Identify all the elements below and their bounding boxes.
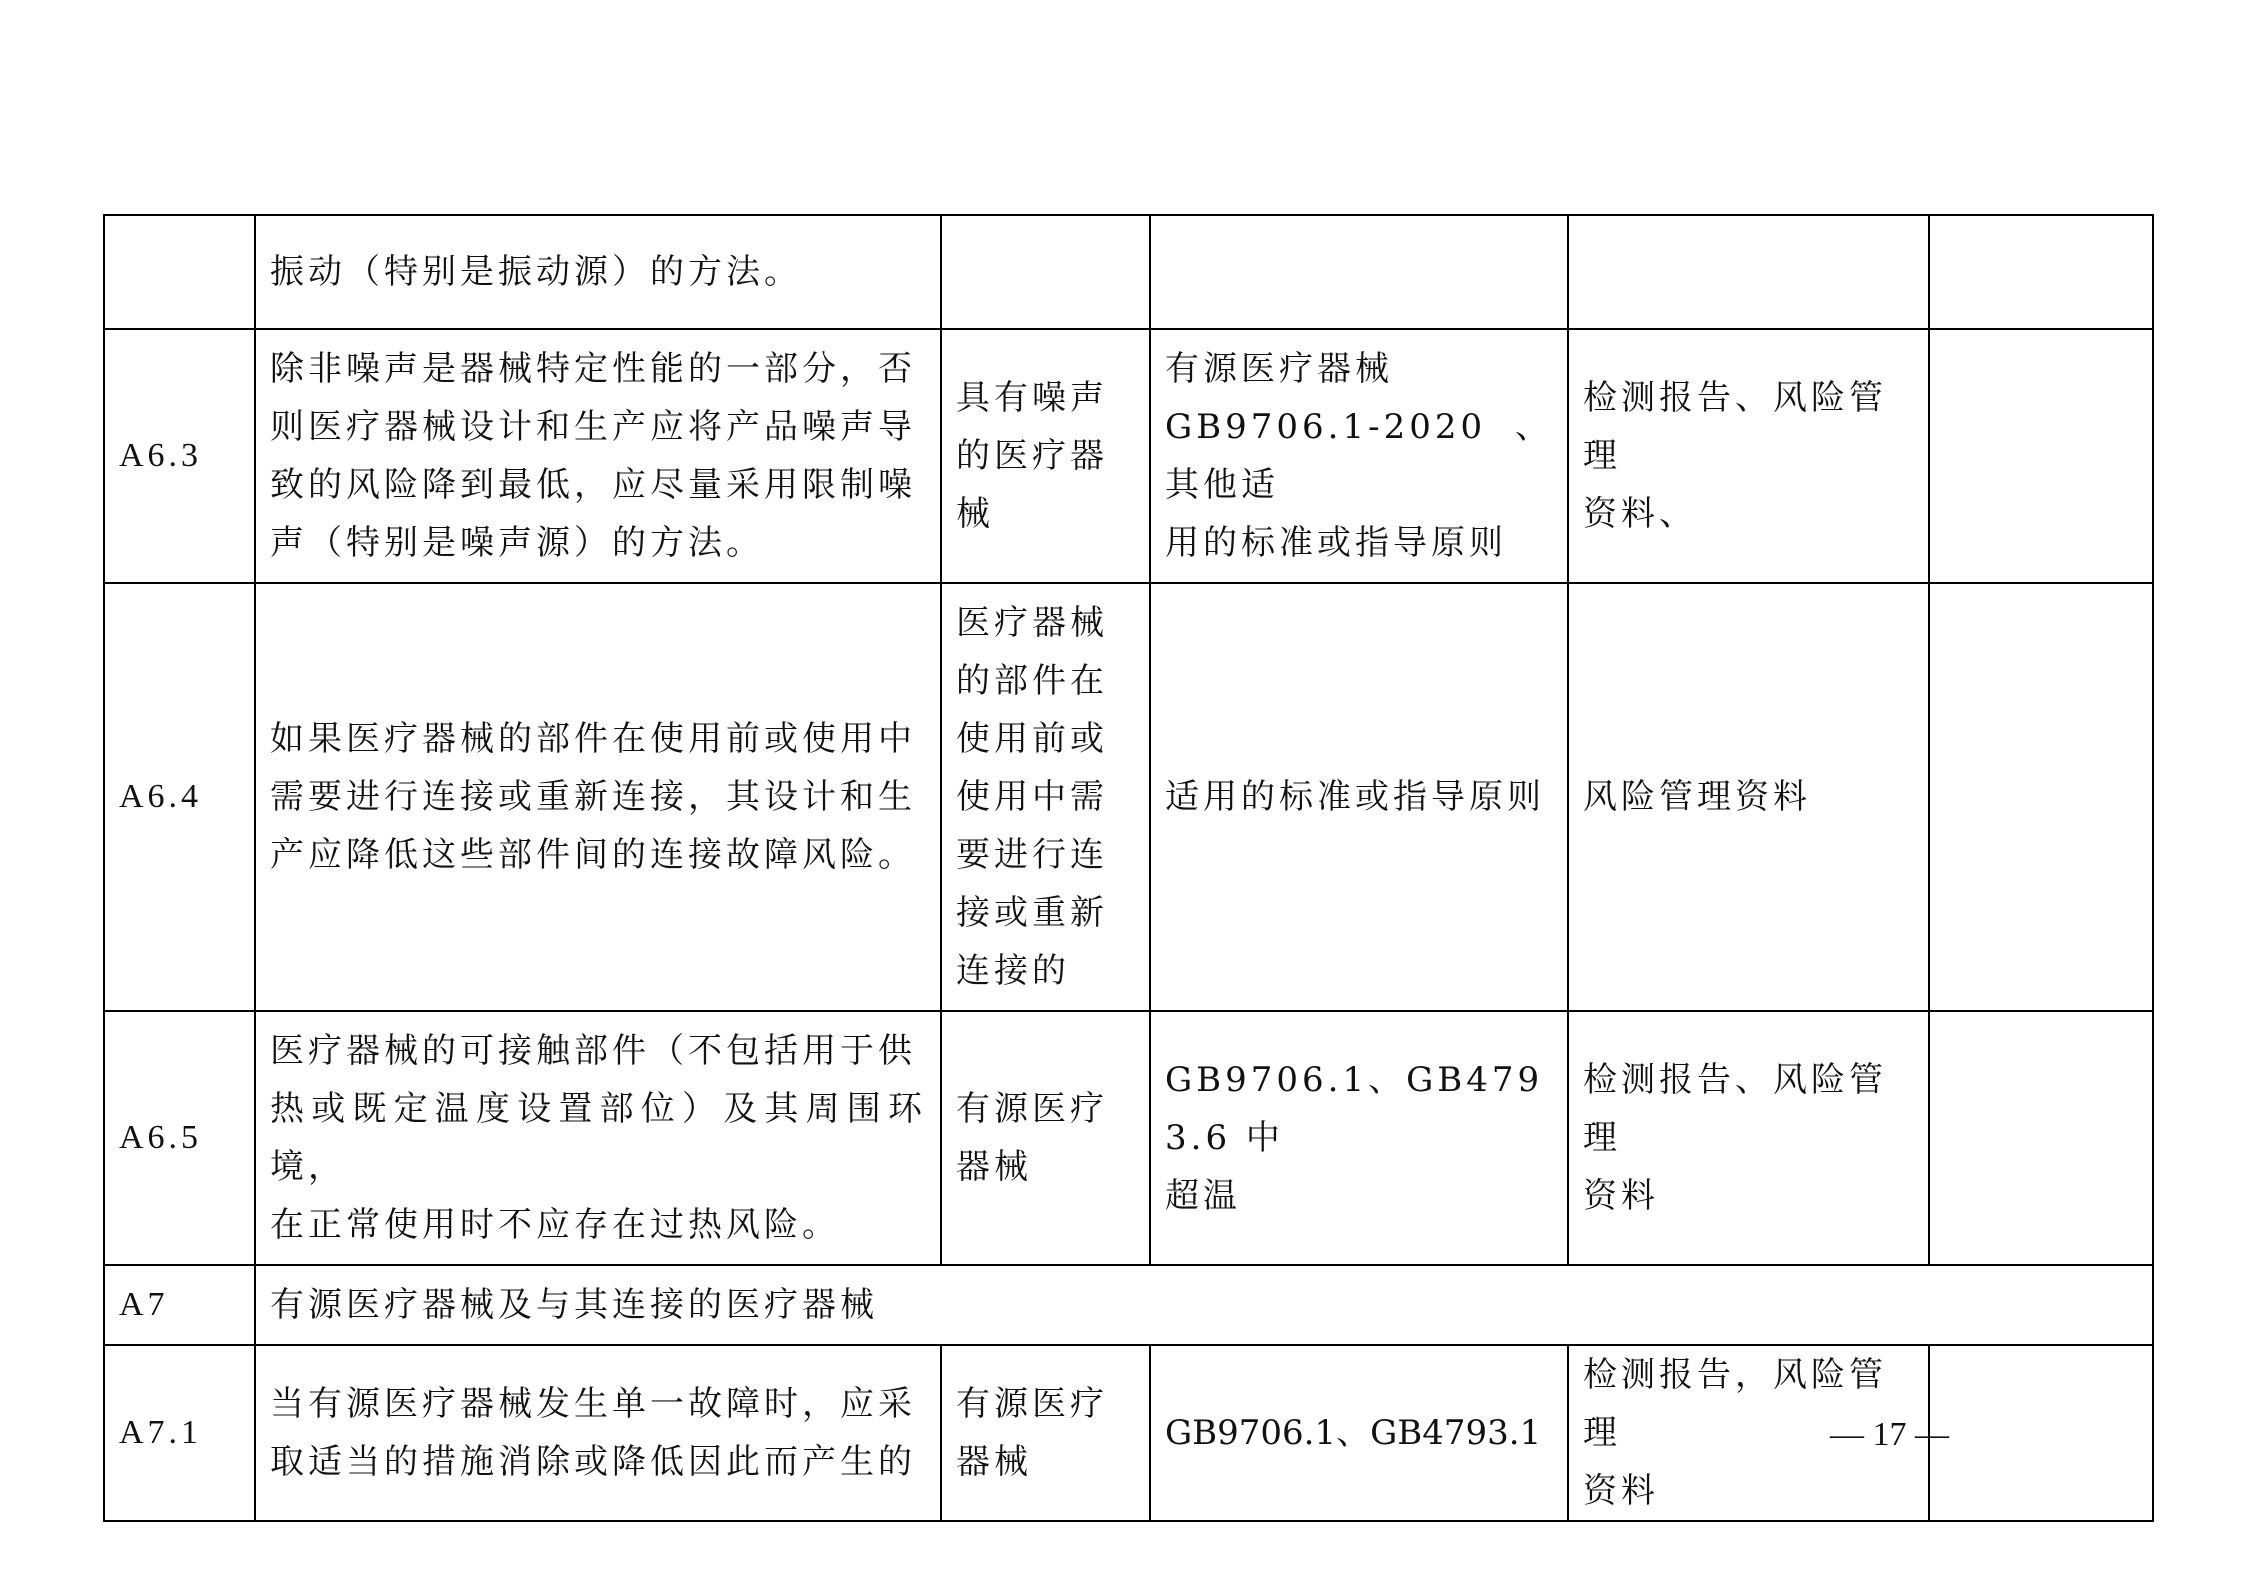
evidence-text: 检测报告、风险管理 资料、 [1568,329,1929,583]
table-row [104,1011,2153,1265]
applicability-text: 有源医疗 器械 [941,1345,1150,1521]
remark-cell [1929,215,2153,329]
table-row [104,215,2153,329]
evidence-text [1568,215,1929,329]
applicability-text: 有源医疗 器械 [941,1011,1150,1265]
evidence-text: 检测报告，风险管理 资料 [1568,1345,1929,1521]
standards-text: GB9706.1、GB4793.1 [1150,1345,1568,1521]
requirement-text: 医疗器械的可接触部件（不包括用于供 热或既定温度设置部位）及其周围环境， 在正常使用时不应存在过热风险。 [255,1011,941,1265]
item-id: A6.4 [104,583,255,1011]
remark-cell [1929,329,2153,583]
item-id: A6.5 [104,1011,255,1265]
requirement-text: 振动（特别是振动源）的方法。 [255,215,941,329]
item-id [104,215,255,329]
requirement-text: 当有源医疗器械发生单一故障时，应采 取适当的措施消除或降低因此而产生的 [255,1345,941,1521]
standards-text: 有源医疗器械 GB9706.1-2020、其他适 用的标准或指导原则 [1150,329,1568,583]
remark-cell [1929,583,2153,1011]
remark-cell [1929,1011,2153,1265]
applicability-text: 医疗器械 的部件在 使用前或 使用中需 要进行连 接或重新 连接的 [941,583,1150,1011]
table-row [104,583,2153,1011]
standards-text [1150,215,1568,329]
section-row [104,1265,2153,1345]
evidence-text: 检测报告、风险管理 资料 [1568,1011,1929,1265]
requirement-text: 如果医疗器械的部件在使用前或使用中 需要进行连接或重新连接，其设计和生 产应降低这些部件间的连接故障风险。 [255,583,941,1011]
page-number: — 17 — [1830,1416,1949,1453]
item-id: A7.1 [104,1345,255,1521]
standards-text: GB9706.1、GB4793.6 中 超温 [1150,1011,1568,1265]
section-id: A7 [104,1265,255,1345]
section-title: 有源医疗器械及与其连接的医疗器械 [255,1265,2153,1345]
remark-cell [1929,1345,2153,1521]
applicability-text [941,215,1150,329]
evidence-text: 风险管理资料 [1568,583,1929,1011]
requirement-text: 除非噪声是器械特定性能的一部分，否 则医疗器械设计和生产应将产品噪声导 致的风险降到最低，应尽量采用限制噪 声（特别是噪声源）的方法。 [255,329,941,583]
requirements-table [103,214,2154,1522]
table-row [104,329,2153,583]
item-id: A6.3 [104,329,255,583]
standards-text: 适用的标准或指导原则 [1150,583,1568,1011]
applicability-text: 具有噪声 的医疗器 械 [941,329,1150,583]
